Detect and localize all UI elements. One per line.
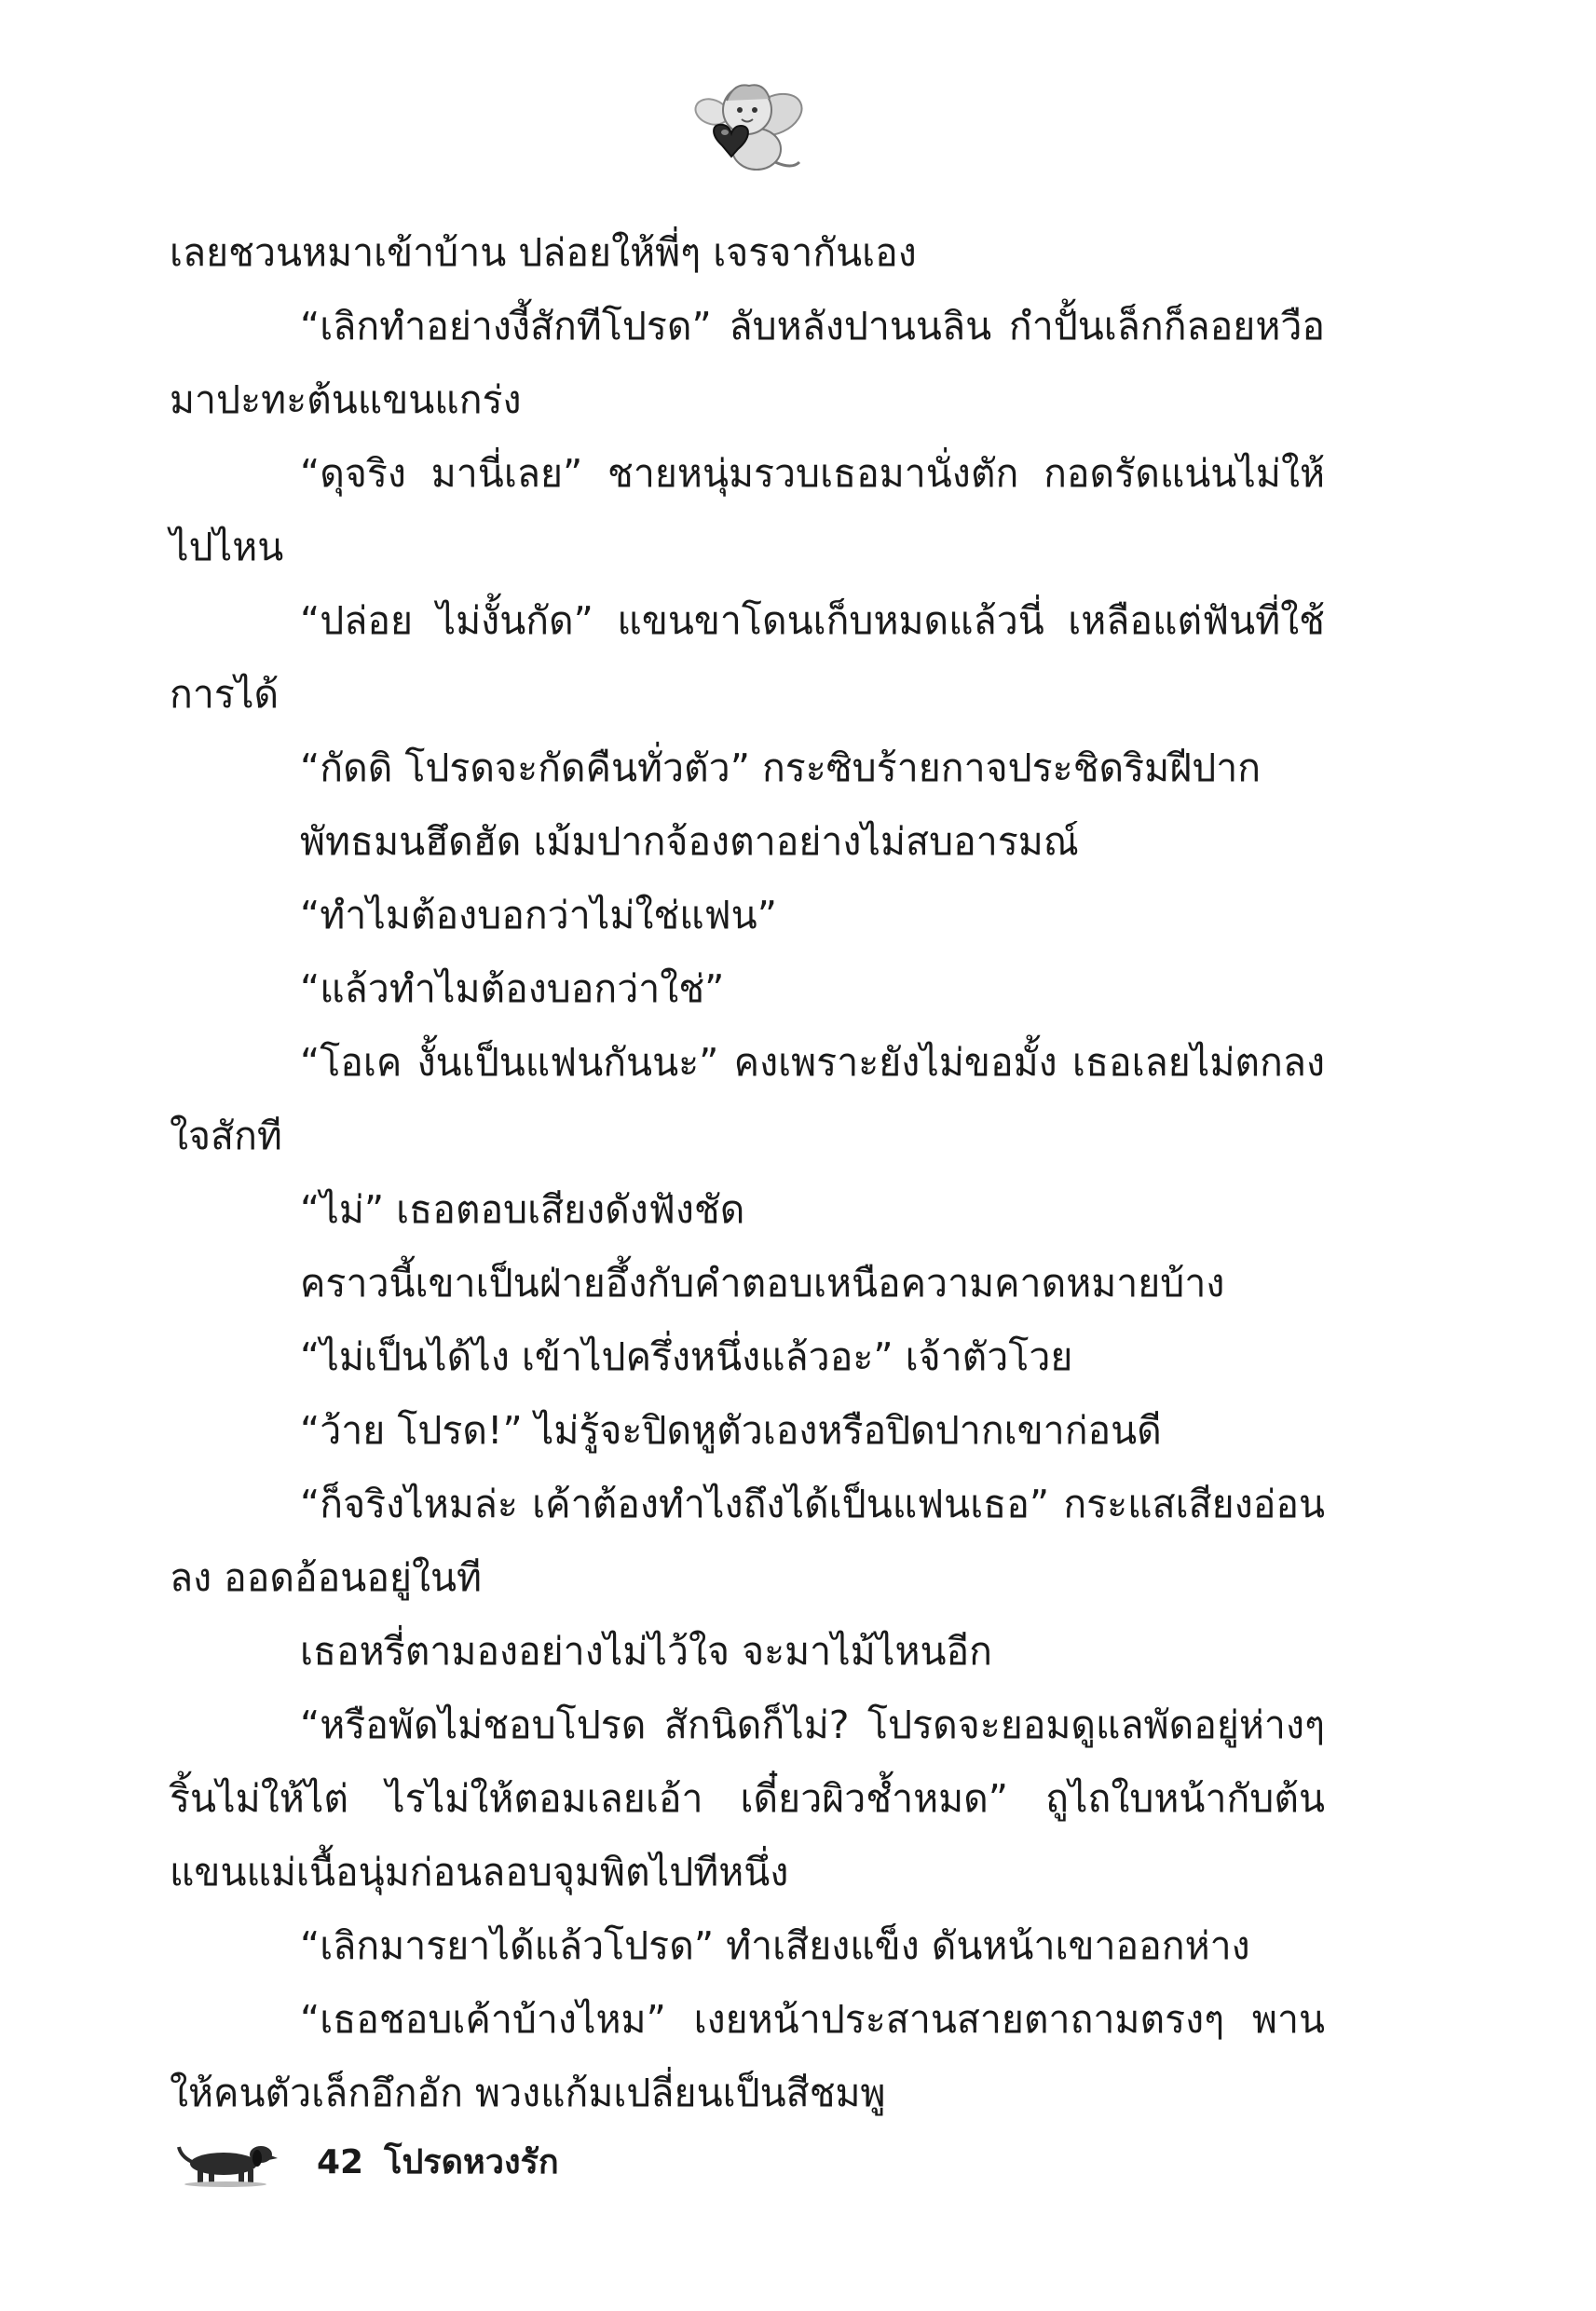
paragraph: “กัดดิ โปรดจะกัดคืนทั่วตัว” กระซิบร้ายกาจประชิดริมฝีปาก [300, 745, 1262, 790]
paragraph: เลยชวนหมาเข้าบ้าน ปล่อยให้พี่ๆ เจรจากันเอง [170, 230, 917, 275]
paragraph: “ปล่อย ไม่งั้นกัด” แขนขาโดนเก็บหมดแล้วนี่ เหลือแต่ฟันที่ใช้การได้ [170, 598, 1325, 717]
paragraph: พัทธมนฮึดฮัด เม้มปากจ้องตาอย่างไม่สบอารมณ์ [300, 819, 1079, 864]
story-text [170, 216, 1325, 2130]
paragraph: “โอเค งั้นเป็นแฟนกันนะ” คงเพราะยังไม่ขอมั้ง เธอเลยไม่ตกลงใจสักที [170, 1040, 1325, 1158]
footer-text [317, 2140, 580, 2186]
paragraph: “ทำไมต้องบอกว่าไม่ใช่แฟน” [300, 893, 777, 937]
page-footer [177, 2134, 829, 2208]
paragraph: “เธอชอบเค้าบ้างไหม” เงยหน้าประสานสายตาถามตรงๆ พานให้คนตัวเล็กอึกอัก พวงแก้มเปลี่ยนเป็นสีชมพู [170, 1997, 1325, 2115]
paragraph: คราวนี้เขาเป็นฝ่ายอึ้งกับคำตอบเหนือความคาดหมายบ้าง [300, 1261, 1225, 1306]
paragraph: “ก็จริงไหมล่ะ เค้าต้องทำไงถึงได้เป็นแฟนเธอ” กระแสเสียงอ่อนลง ออดอ้อนอยู่ในที [170, 1482, 1325, 1600]
cupid-heart-icon [689, 73, 811, 180]
paragraph: “ดุจริง มานี่เลย” ชายหนุ่มรวบเธอมานั่งตัก กอดรัดแน่นไม่ให้ไปไหน [170, 451, 1325, 569]
dachshund-icon [177, 2134, 280, 2190]
paragraph: “หรือพัดไม่ชอบโปรด สักนิดก็ไม่? โปรดจะยอมดูแลพัดอยู่ห่างๆ ริ้นไม่ให้ไต่ ไรไม่ให้ตอมเลยเอ้า เดี๋ยวผิวช้ำหมด” ถูไถใบหน้ากับต้นแขนแม่เนื้อนุ่มก่อนลอบจุมพิตไปทีหนึ่ง [170, 1702, 1325, 1894]
paragraph: “เลิกมารยาได้แล้วโปรด” ทำเสียงแข็ง ดันหน้าเขาออกห่าง [300, 1923, 1250, 1968]
paragraph: “ไม่เป็นได้ไง เข้าไปครึ่งหนึ่งแล้วอะ” เจ้าตัวโวย [300, 1334, 1073, 1379]
page-number: 42 [317, 2143, 364, 2181]
paragraph: “แล้วทำไมต้องบอกว่าใช่” [300, 966, 725, 1011]
paragraph: “เลิกทำอย่างงี้สักทีโปรด” ลับหลังปานนลิน กำปั้นเล็กก็ลอยหวือมาปะทะต้นแขนแกร่ง [170, 304, 1325, 422]
book-title: โปรดหวงรัก [384, 2143, 559, 2181]
paragraph: “ว้าย โปรด!” ไม่รู้จะปิดหูตัวเองหรือปิดปากเขาก่อนดี [300, 1408, 1162, 1453]
paragraph: “ไม่” เธอตอบเสียงดังฟังชัด [300, 1187, 745, 1232]
paragraph: เธอหรี่ตามองอย่างไม่ไว้ใจ จะมาไม้ไหนอีก [300, 1629, 992, 1674]
